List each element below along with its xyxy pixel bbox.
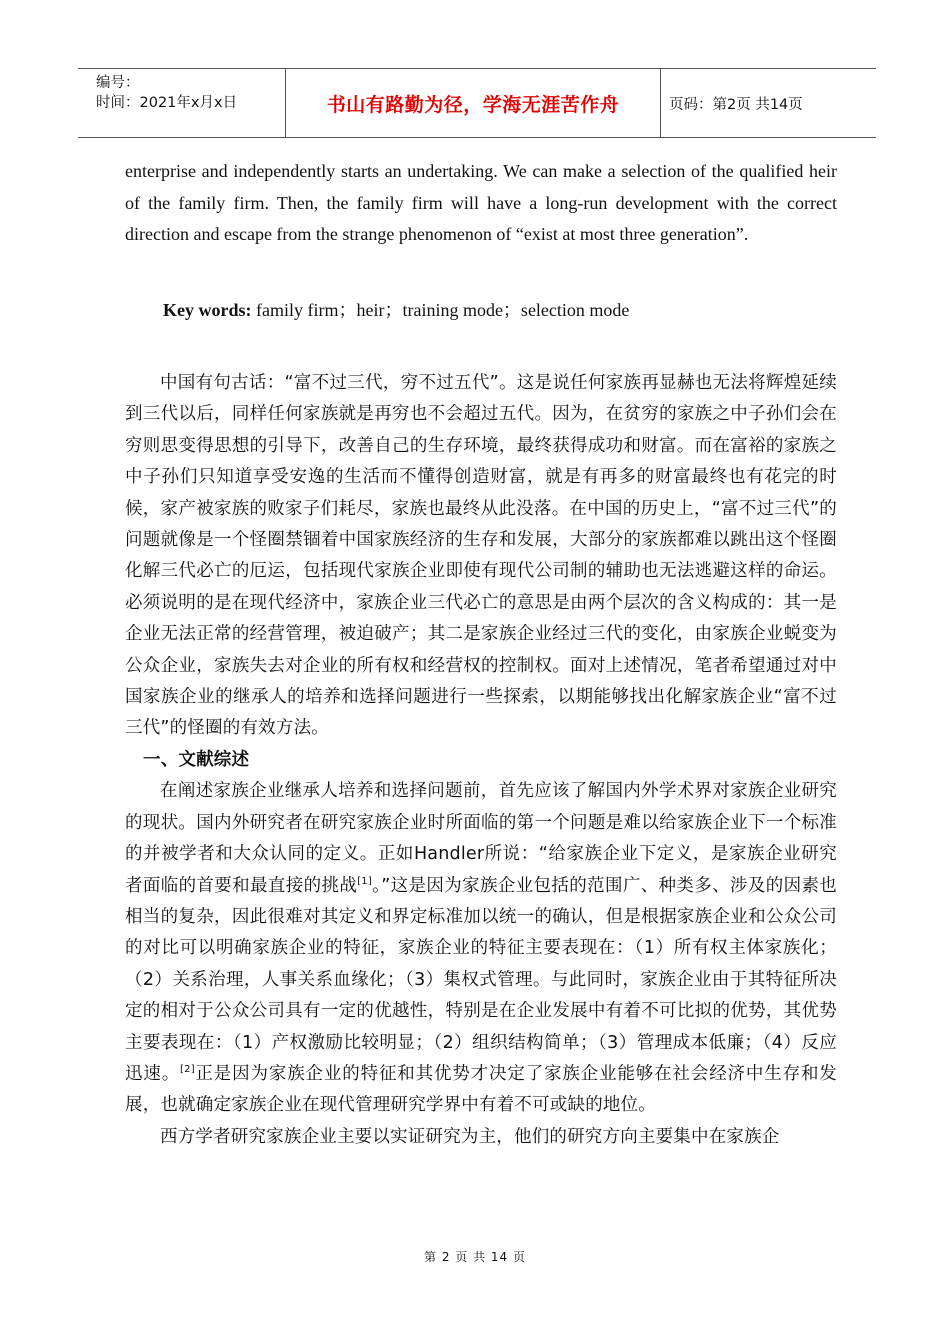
page-footer: 第 2 页 共 14 页	[424, 1250, 526, 1264]
para2-part-c: 正是因为家族企业的特征和其优势才决定了家族企业能够在社会经济中生存和发展，也就确定家族企业在现代管理研究学界中有着不可或缺的地位。	[125, 1063, 837, 1116]
header-page-label: 页码：第2页 共14页	[669, 96, 803, 113]
section-title-literature-review: 一、文献综述	[143, 749, 250, 770]
citation-1[interactable]: [1]	[357, 875, 372, 887]
number-label: 编号：	[96, 75, 140, 91]
paragraph-intro: 中国有句古话：“富不过三代，穷不过五代”。这是说任何家族再显赫也无法将辉煌延续到三代以后，同样任何家族就是再穷也不会超过五代。因为，在贫穷的家族之中子孙们会在穷则思变得思想的引导下，改善自己的生存环境，最终获得成功和财富。而在富裕的家族之中子孙们只知道享受安逸的生活而不懂得创造财富，就是有再多的财富最终也有花完的时候，家产被家族的败家子们耗尽，家族也最终从此没落。在中国的历史上，“富不过三代”的问题就像是一个怪圈禁锢着中国家族经济的生存和发展，大部分的家族都难以跳出这个怪圈化解三代必亡的厄运，包括现代家族企业即使有现代公司制的辅助也无法逃避这样的命运。必须说明的是在现代经济中，家族企业三代必亡的意思是由两个层次的含义构成的：其一是企业无法正常的经营管理，被迫破产；其二是家族企业经过三代的变化，由家族企业蜕变为公众企业，家族失去对企业的所有权和经营权的控制权。面对上述情况，笔者希望通过对中国家族企业的继承人的培养和选择问题进行一些探索，以期能够找出化解家族企业“富不过三代”的怪圈的有效方法。	[125, 373, 837, 739]
keywords-label: Key words:	[163, 300, 252, 320]
paragraph-literature-2: 西方学者研究家族企业主要以实证研究为主，他们的研究方向主要集中在家族企	[160, 1126, 780, 1147]
page-header	[78, 68, 876, 138]
time-label: 时间：2021年x月x日	[96, 95, 238, 111]
keywords-text: family firm；heir；training mode；selection mode	[251, 300, 630, 320]
body-text	[125, 368, 837, 1153]
paragraph-literature-1	[125, 776, 837, 1121]
para2-part-b: 。”这是因为家族企业包括的范围广、种类多、涉及的因素也相当的复杂，因此很难对其定义和界定标准加以统一的确认，但是根据家族企业和公众公司的对比可以明确家族企业的特征，家族企业的特征主要表现在：（1）所有权主体家族化；（2）关系治理，人事关系血缘化；（3）集权式管理。与此同时，家族企业由于其特征所决定的相对于公众公司具有一定的优越性，特别是在企业发展中有着不可比拟的优势，其优势主要表现在：（1）产权激励比较明显；（2）组织结构简单；（3）管理成本低廉；（4）反应迅速。	[125, 875, 837, 1084]
header-meta	[78, 69, 286, 137]
keywords	[163, 296, 629, 322]
abstract-english: enterprise and independently starts an undertaking. We can make a selection of the qualified heir of the family firm. Then, the family firm will have a long-run development with the correct direction and escape from the strange phenomenon of “exist at most three generation”.	[125, 161, 837, 244]
para2-part-a: 在阐述家族企业继承人培养和选择问题前，首先应该了解国内外学术界对家族企业研究的现状。国内外研究者在研究家族企业时所面临的第一个问题是难以给家族企业下一个标准的并被学者和大众认同的定义。正如Handler所说：“给家族企业下定义，是家族企业研究者面临的首要和最直接的挑战	[125, 781, 837, 896]
citation-2[interactable]: [2]	[180, 1064, 195, 1076]
header-motto: 书山有路勤为径，学海无涯苦作舟	[286, 69, 661, 137]
